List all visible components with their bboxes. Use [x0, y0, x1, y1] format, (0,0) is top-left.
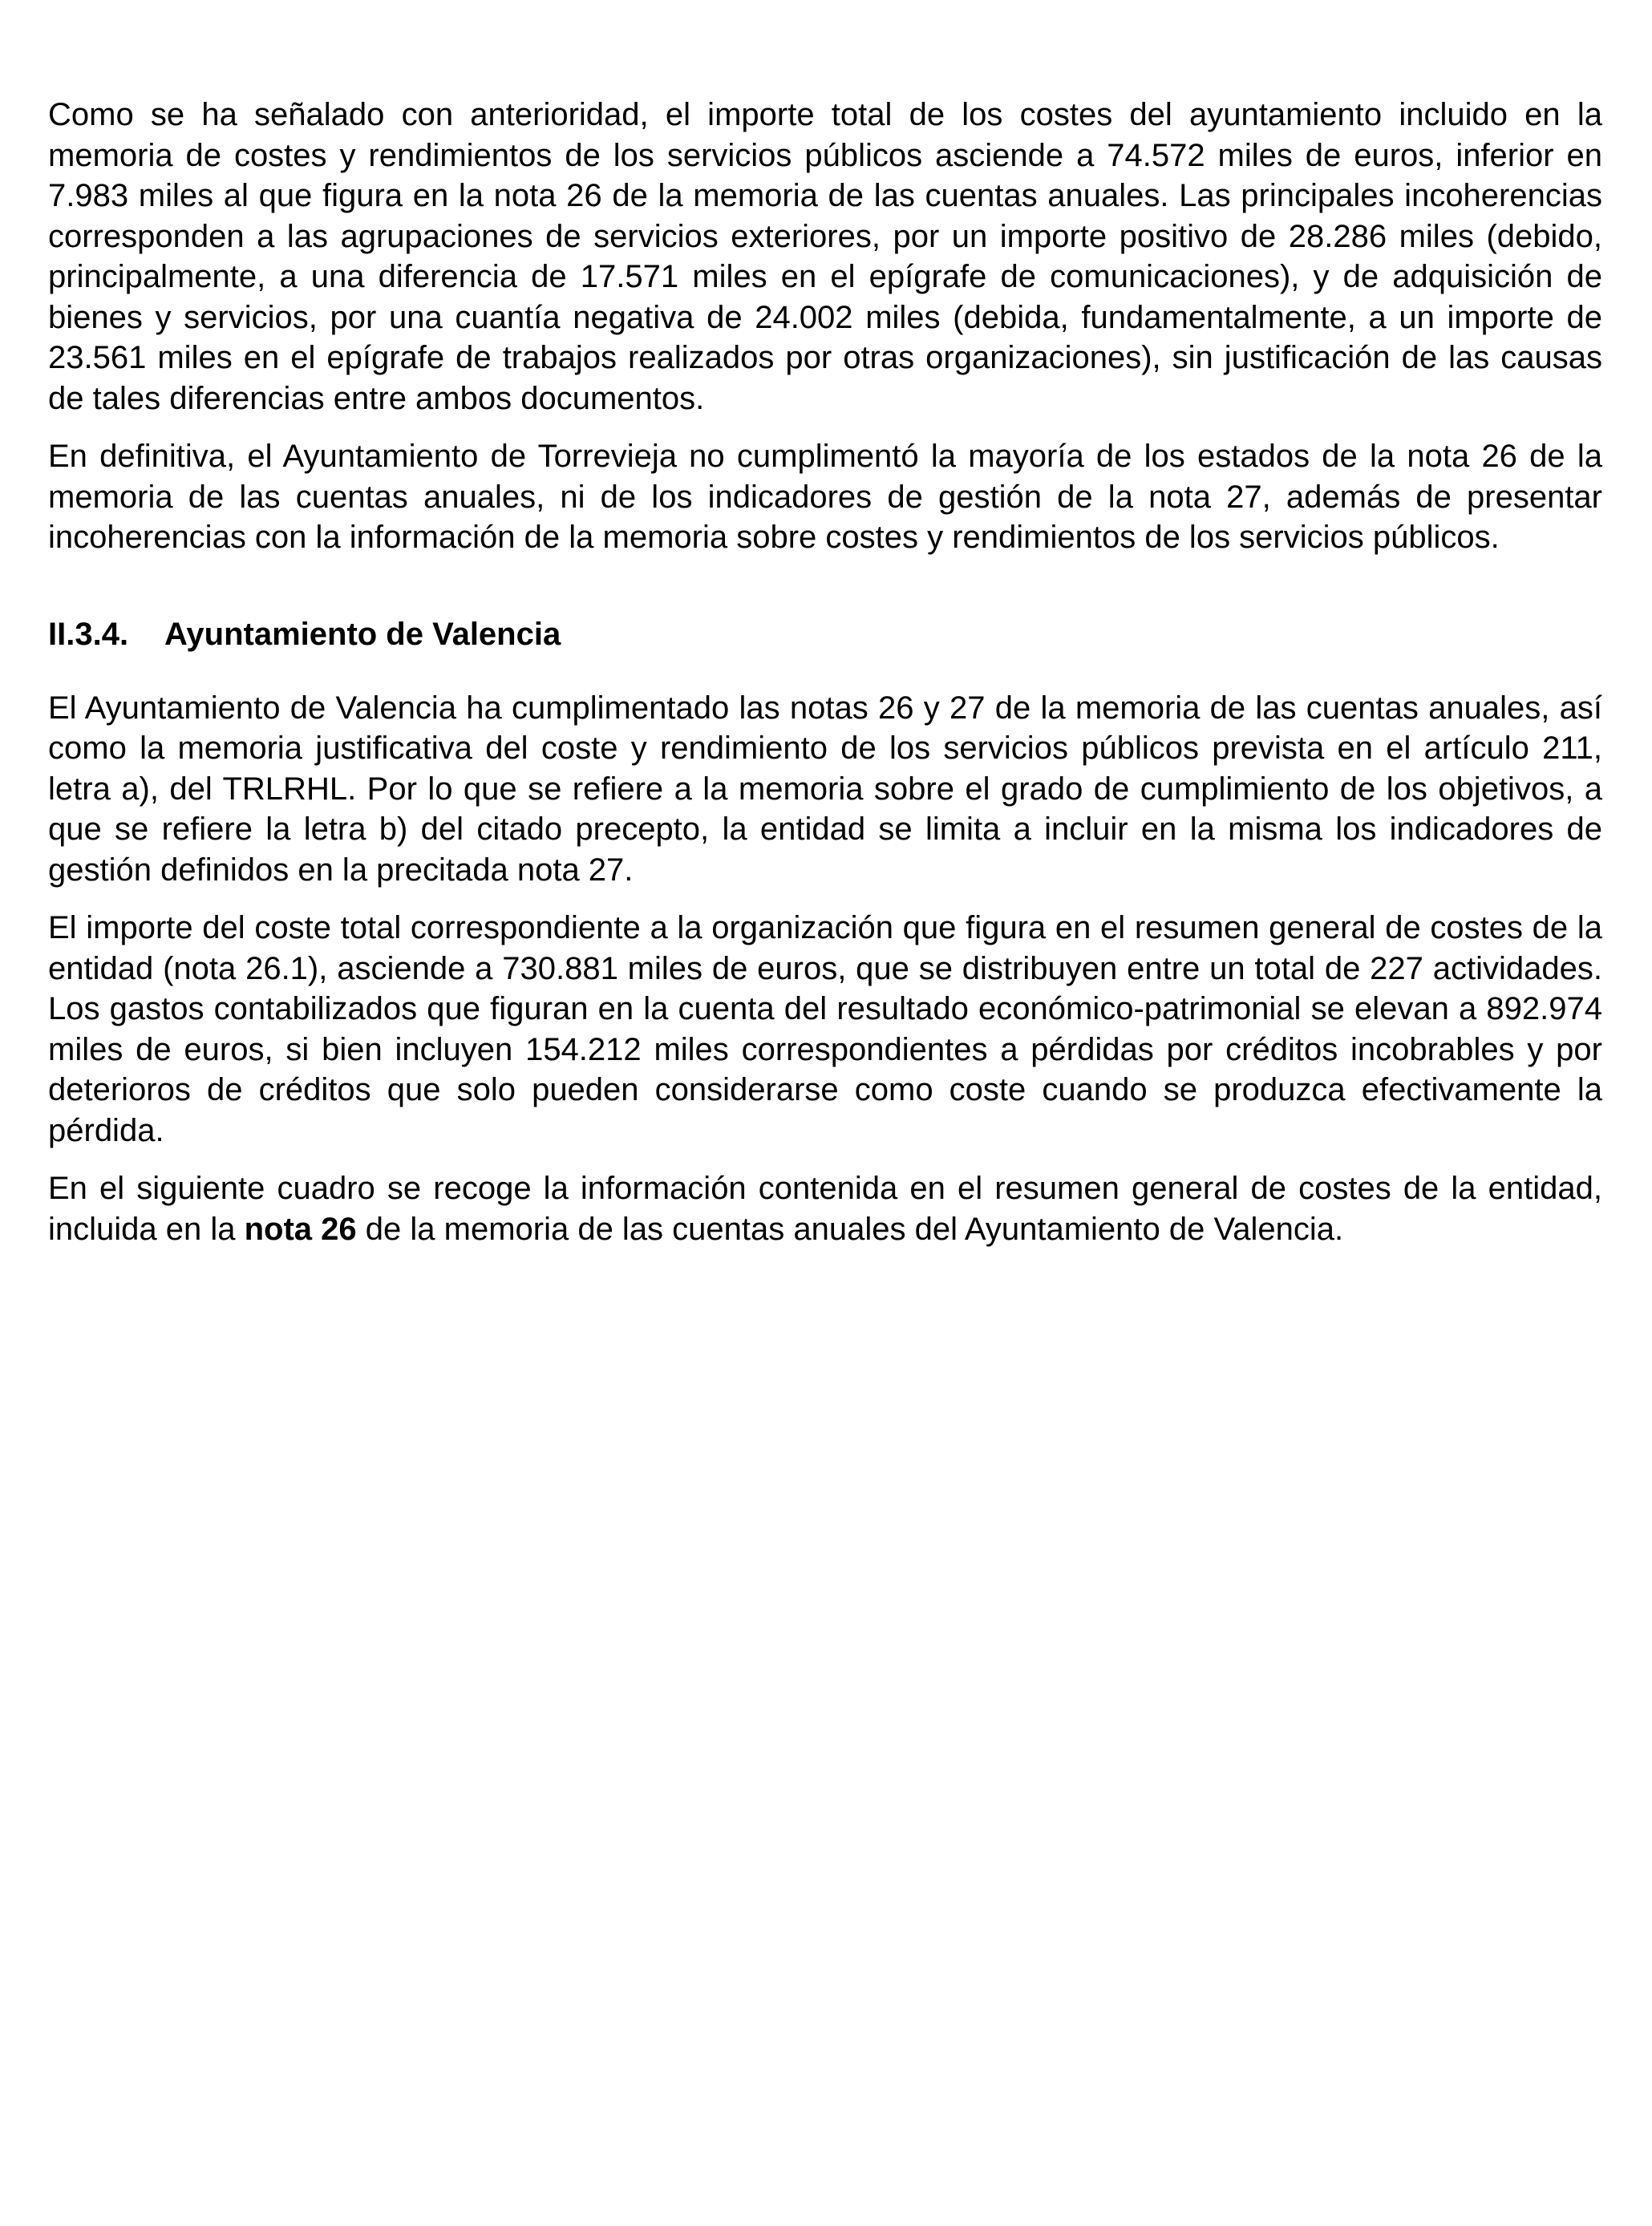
intro-text-bold-note: nota 26: [244, 1211, 357, 1247]
section-heading: [48, 614, 1602, 654]
paragraph-valencia-notes: El Ayuntamiento de Valencia ha cumplimentado las notas 26 y 27 de la memoria de las cuentas anuales, así como la memoria justificativa del coste y rendimiento de los servicios públicos prevista en el artículo 211, letra a), del TRLRHL. Por lo que se refiere a la memoria sobre el grado de cumplimiento de los objetivos, a que se refiere la letra b) del citado precepto, la entidad se limita a incluir en la misma los indicadores de gestión definidos en la precitada nota 27.: [48, 690, 1602, 888]
paragraph-valencia-costs: El importe del coste total correspondiente a la organización que figura en el resumen general de costes de la entidad (nota 26.1), asciende a 730.881 miles de euros, que se distribuyen entre un total de 227 actividades. Los gastos contabilizados que figuran en la cuenta del resultado económico-patrimonial se elevan a 892.974 miles de euros, si bien incluyen 154.212 miles correspondientes a pérdidas por créditos incobrables y por deterioros de créditos que solo pueden considerarse como coste cuando se produzca efectivamente la pérdida.: [48, 910, 1602, 1148]
section-number: II.3.4.: [48, 616, 129, 652]
section-title: Ayuntamiento de Valencia: [164, 616, 561, 652]
paragraph-torrevieja-costs: Como se ha señalado con anterioridad, el importe total de los costes del ayuntamiento incluido en la memoria de costes y rendimientos de los servicios públicos asciende a 74.572 miles de euros, inferior en 7.983 miles al que figura en la nota 26 de la memoria de las cuentas anuales. Las principales incoherencias corresponden a las agrupaciones de servicios exteriores, por un importe positivo de 28.286 miles (debido, principalmente, a una diferencia de 17.571 miles en el epígrafe de comunicaciones), y de adquisición de bienes y servicios, por una cuantía negativa de 24.002 miles (debida, fundamentalmente, a un importe de 23.561 miles en el epígrafe de trabajos realizados por otras organizaciones), sin justificación de las causas de tales diferencias entre ambos documentos.: [48, 97, 1602, 416]
intro-text-end: de la memoria de las cuentas anuales del Ayuntamiento de Valencia.: [356, 1211, 1344, 1247]
document-page: [48, 95, 1602, 1267]
paragraph-valencia-table-intro: [48, 1168, 1602, 1249]
paragraph-torrevieja-conclusion: En definitiva, el Ayuntamiento de Torrevieja no cumplimentó la mayoría de los estados de la nota 26 de la memoria de las cuentas anuales, ni de los indicadores de gestión de la nota 27, además de presentar incoherencias con la información de la memoria sobre costes y rendimientos de los servicios públicos.: [48, 439, 1602, 555]
intro-text-start: En el siguiente cuadro se recoge la información contenida en el resumen general de costes de la entidad, incluida en la: [48, 1171, 1602, 1247]
